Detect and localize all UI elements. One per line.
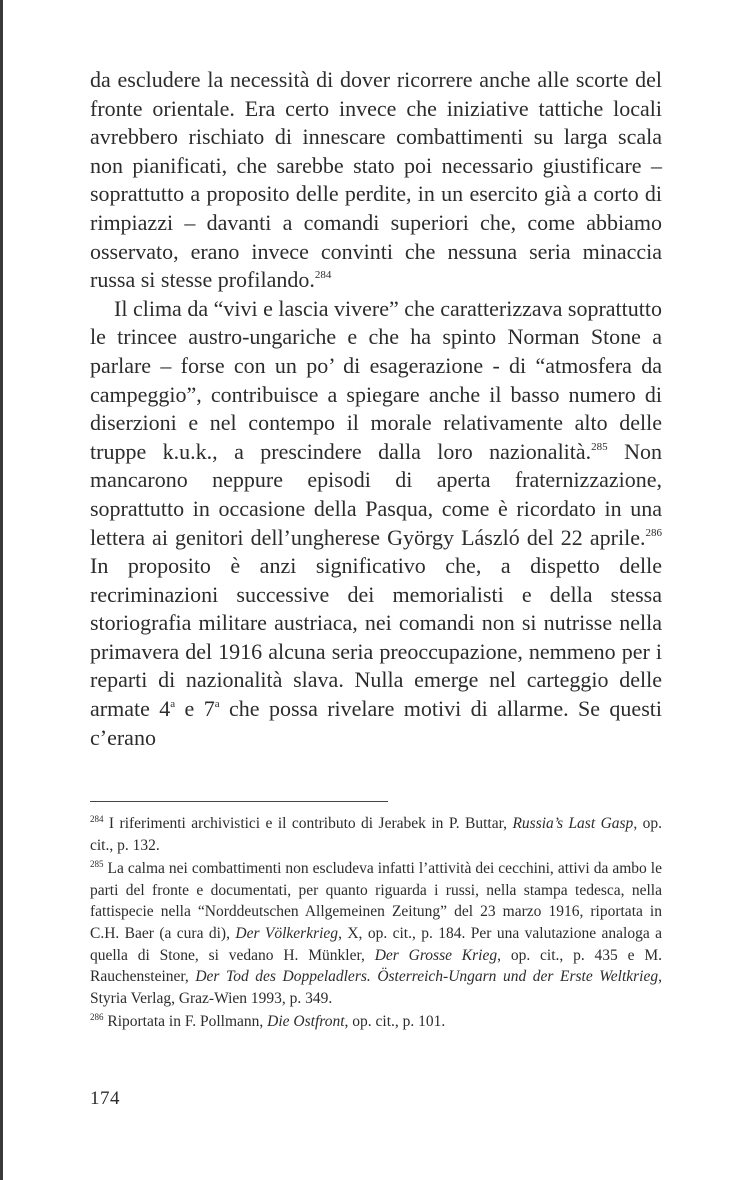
paragraph-text: In proposito è anzi significativo che, a dispetto delle recriminazioni successive dei memorialisti e della stessa storiografia militare austriaca, nei comandi non si nutrisse nella primavera del 1916 alcuna seria preoccupazione, nemmeno per i reparti di nazionalità slava. Nulla emerge nel carteggio delle armate 4 [90, 553, 662, 722]
footnote-number: 285 [90, 859, 104, 870]
footnote-text: , X, op. cit., p. 184. Per una valutazione analoga a quella di Stone, si vedano H. Münkler, [90, 924, 662, 964]
footnote-separator [90, 801, 388, 802]
ordinal-suffix: a [214, 698, 220, 711]
footnote-text: La calma nei combattimenti non escludeva infatti l’attività dei cecchini, attivi da ambo le parti del fronte e documentati, per quanto riguarda i russi, nella stampa tedesca, nella fattispecie nella “Norddeutschen Allgemeinen Zeitung” del 23 marzo 1916, riportata in C.H. Baer (a cura di), [90, 860, 662, 942]
footnote-285 [90, 858, 662, 1009]
paragraph-text: da escludere la necessità di dover ricorrere anche alle scorte del fronte orientale. Era certo invece che iniziative tattiche locali avrebbero rischiato di innescare combattimenti su larga scala non pianificati, che sarebbe stato poi necessario giustificare – soprattutto a proposito delle perdite, in un esercito già a corto di rimpiazzi – davanti a comandi superiori che, come abbiamo osservato, erano invece convinti che nessuna seria minaccia russa si stesse profilando. [90, 67, 662, 293]
paragraph-text: e 7 [175, 696, 215, 722]
footnote-title: Der Tod des Doppeladlers. Österreich-Ungarn und der Erste Weltkrieg [195, 968, 659, 986]
footnote-text: , op. cit., p. 101. [344, 1013, 446, 1031]
footnote-number: 284 [90, 814, 104, 824]
footnote-text: Riportata in F. Pollmann, [103, 1013, 268, 1031]
footnote-title: Russia’s Last Gasp [512, 815, 634, 832]
footnote-text: , op. cit., p. 132. [90, 815, 662, 854]
footnote-text: I riferimenti archivistici e il contributo di Jerabek in P. Buttar, [103, 815, 513, 832]
main-text [90, 66, 662, 752]
paragraph-1 [90, 66, 662, 295]
paragraph-text: Il clima da “vivi e lascia vivere” che caratterizzava soprattutto le trincee austro-ungariche e che ha spinto Norman Stone a parlare – forse con un po’ di esagerazione - di “atmosfera da campeggio”, contribuisce a spiegare anche il basso numero di diserzioni e nel contempo il morale relativamente alto delle truppe k.u.k., a prescindere dalla loro nazionalità. [90, 295, 662, 464]
footnote-286 [90, 1011, 662, 1033]
footnote-title: Der Völkerkrieg [235, 924, 339, 942]
footnote-ref-284[interactable]: 284 [314, 269, 332, 282]
footnote-title: Der Grosse Krieg [374, 946, 498, 964]
ordinal-suffix: a [170, 698, 176, 711]
paragraph-text: Non mancarono neppure episodi di aperta fraternizzazione, soprattutto in occasione della Pasqua, come è ricordato in una lettera ai genitori dell’ungherese György László del 22 aprile. [90, 438, 662, 550]
paragraph-2 [90, 295, 662, 753]
footnote-text: , Styria Verlag, Graz-Wien 1993, p. 349. [90, 968, 662, 1007]
footnote-number: 286 [90, 1012, 104, 1023]
footnotes-section [90, 813, 662, 1035]
paragraph-text: che possa rivelare motivi di allarme. Se questi c’erano [90, 696, 662, 750]
footnote-284 [90, 813, 662, 856]
page-edge-rule [0, 0, 3, 1180]
footnote-ref-286[interactable]: 286 [645, 526, 662, 539]
page-number: 174 [90, 1088, 120, 1109]
footnote-text: , op. cit., p. 435 e M. Rauchensteiner, [90, 946, 662, 986]
footnote-ref-285[interactable]: 285 [591, 440, 608, 453]
footnote-title: Die Ostfront [267, 1013, 345, 1031]
